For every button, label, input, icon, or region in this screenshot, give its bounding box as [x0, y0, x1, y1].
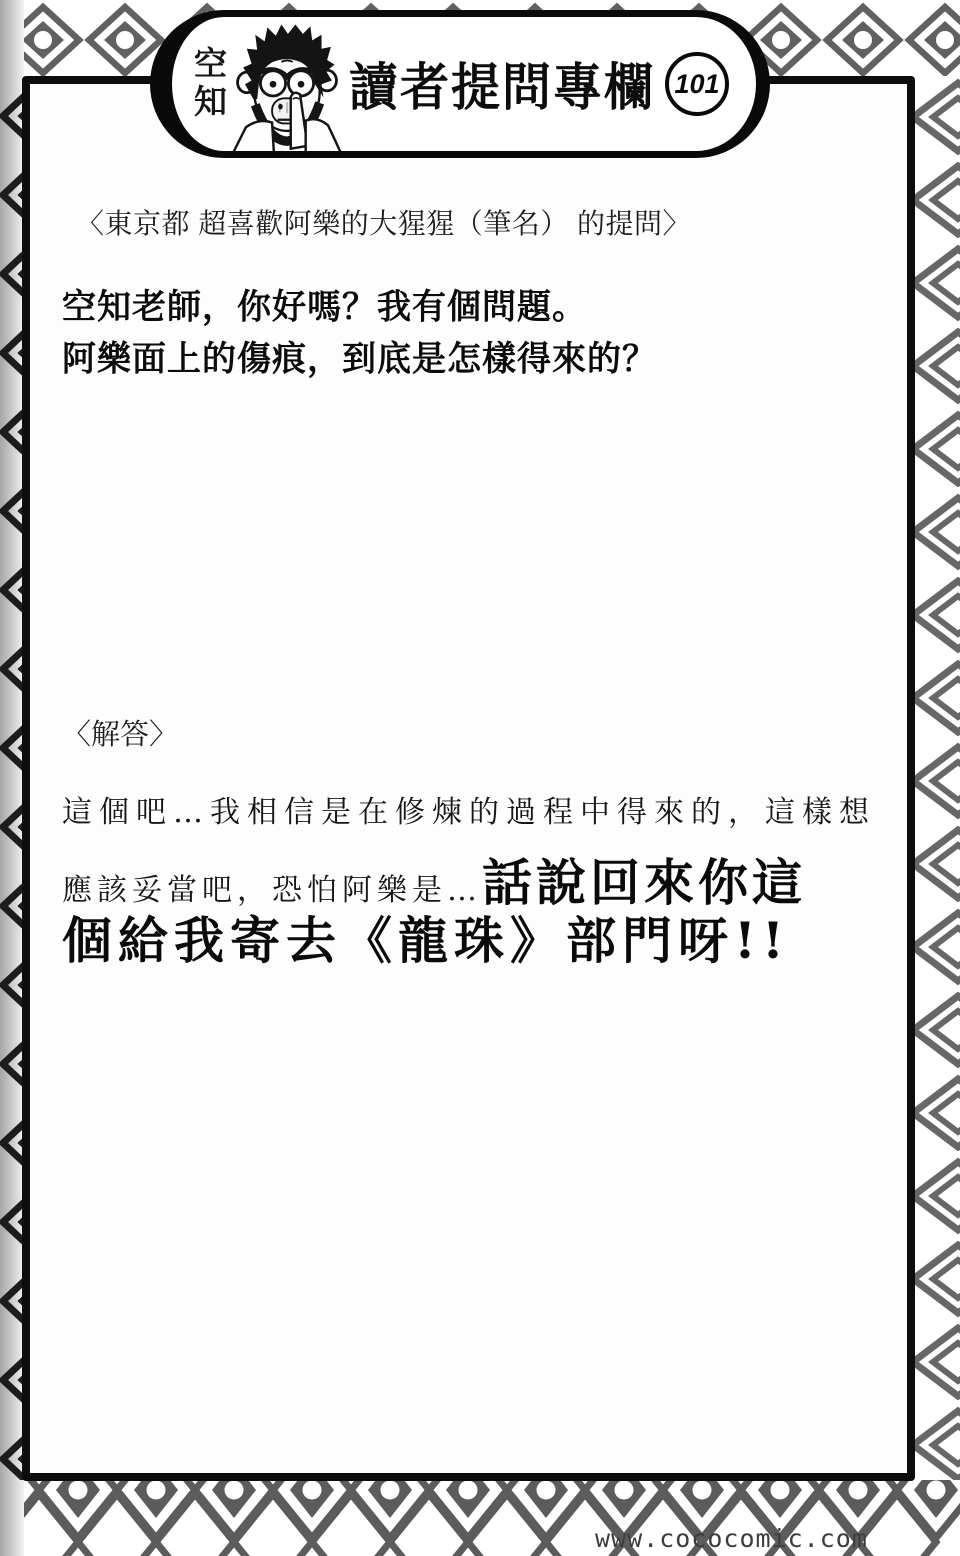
question-text: [62, 282, 657, 386]
column-title: 讀者提問專欄: [349, 60, 656, 117]
author-name-vertical: 空知: [190, 46, 227, 122]
diamond-pattern-right: [912, 76, 960, 1480]
answer-line-3-shout: 個給我寄去《龍珠》部門呀!!: [62, 911, 790, 970]
answer-label: 〈解答〉: [62, 719, 179, 751]
question-attribution: 〈東京都 超喜歡阿樂的大猩猩（筆名） 的提問〉: [76, 208, 692, 239]
column-header: [150, 10, 770, 158]
gorilla-mascot-icon: [231, 21, 343, 155]
question-line-2: 阿樂面上的傷痕，到底是怎樣得來的？: [62, 340, 657, 379]
answer-line-2-normal: 應該妥當吧，恐怕阿樂是…: [62, 873, 482, 908]
answer-line-2-shout: 話說回來你這: [482, 853, 806, 912]
question-line-1: 空知老師，你好嗎？我有個問題。: [62, 288, 587, 327]
site-watermark: www.cococomic.com: [595, 1524, 868, 1553]
answer-line-1: 這個吧…我相信是在修煉的過程中得來的，這樣想: [62, 795, 876, 830]
issue-number-badge: 101: [665, 52, 729, 116]
